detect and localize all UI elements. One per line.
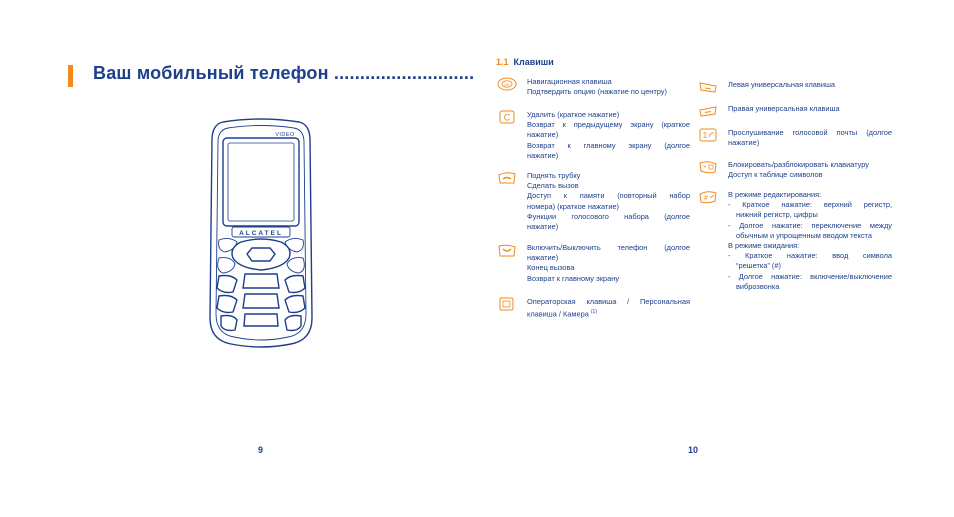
key-text-line: клавиша / Камера [527,309,589,319]
end-key-icon [497,243,517,257]
key-text-line: - Краткое нажатие: ввод символа [728,251,892,261]
nav-key-icon [497,77,517,91]
svg-text:1: 1 [702,131,708,140]
key-text-line: Функции голосового набора (долгое [527,211,690,221]
call-key-icon [497,171,517,185]
section-number: 1.1 [496,57,509,67]
key-text-line: - Долгое нажатие: включение/выключение [728,271,892,281]
key-text-line: Правая универсальная клавиша [728,104,840,113]
key-text-line: виброзвонка [736,281,780,291]
key-text-line: номера) (краткое нажатие) [527,201,620,211]
page-title-text: Ваш мобильный телефон ........................... [93,63,475,83]
phone-model-label: VIDEO [275,132,295,138]
svg-text:*: * [703,165,707,172]
key-text-line: Возврат к главному экрану [527,273,620,283]
key-text-line: Блокировать/разблокировать клавиатуру [728,160,869,169]
left-softkey-icon [698,80,718,94]
key-text-line: Доступ к таблице символов [728,170,823,180]
key-text-line: Левая универсальная клавиша [728,80,835,89]
key-text-line: нажатие) [527,222,559,232]
footnote-marker: (1) [590,309,598,316]
section-heading [496,57,554,67]
voicemail-key-icon [698,128,718,142]
key-text-line: Подтвердить опцию (нажатие по центру) [527,87,667,97]
svg-text:OK: OK [504,81,510,87]
key-text-line: В режиме ожидания: [728,241,800,251]
page-number-left: 9 [258,445,264,455]
key-text-line: Возврат к предыдущему экрану (краткое [527,120,690,130]
key-text-line: нажатие) [527,150,559,160]
clear-key-icon [497,110,517,124]
right-softkey-icon [698,104,718,118]
operator-key-icon [497,297,517,311]
key-text-line: Возврат к главному экрану (долгое [527,140,690,150]
svg-text:C: C [503,112,511,123]
phone-brand-label: ALCATEL [239,230,283,237]
svg-text:#: # [704,195,708,202]
key-text-line: Прослушивание голосовой почты (долгое [728,128,892,137]
key-text-line: Навигационная клавиша [527,77,612,86]
key-text-line: Конец вызова [527,263,575,273]
hash-key-icon [698,190,718,204]
phone-illustration [205,118,317,348]
title-accent-bar [68,65,73,87]
key-text-line: “решетка” (#) [736,261,781,271]
key-text-line: - Краткое нажатие: верхний регистр, [728,200,892,210]
key-text-line: обычным и упрощенным вводом текста [736,230,872,240]
key-text-line: Сделать вызов [527,181,579,191]
key-text-line: нажатие) [728,138,760,148]
page-number-right: 10 [688,445,699,455]
key-text-line: нижний регистр, цифры [736,210,818,220]
key-text-line: Доступ к памяти (повторный набор [527,191,690,201]
key-text-line: В режиме редактирования: [728,190,822,199]
key-text-line: Удалить (краткое нажатие) [527,110,620,119]
key-text-line: - Долгое нажатие: переключение между [728,220,892,230]
key-text-line: Поднять трубку [527,171,581,180]
star-key-icon [698,160,718,174]
key-text-line: Включить/Выключить телефон (долгое [527,243,690,252]
key-text-line: нажатие) [527,130,559,140]
key-text-line: нажатие) [527,253,559,263]
section-title: Клавиши [513,57,554,67]
key-text-line: Операторская клавиша / Персональная [527,297,690,306]
